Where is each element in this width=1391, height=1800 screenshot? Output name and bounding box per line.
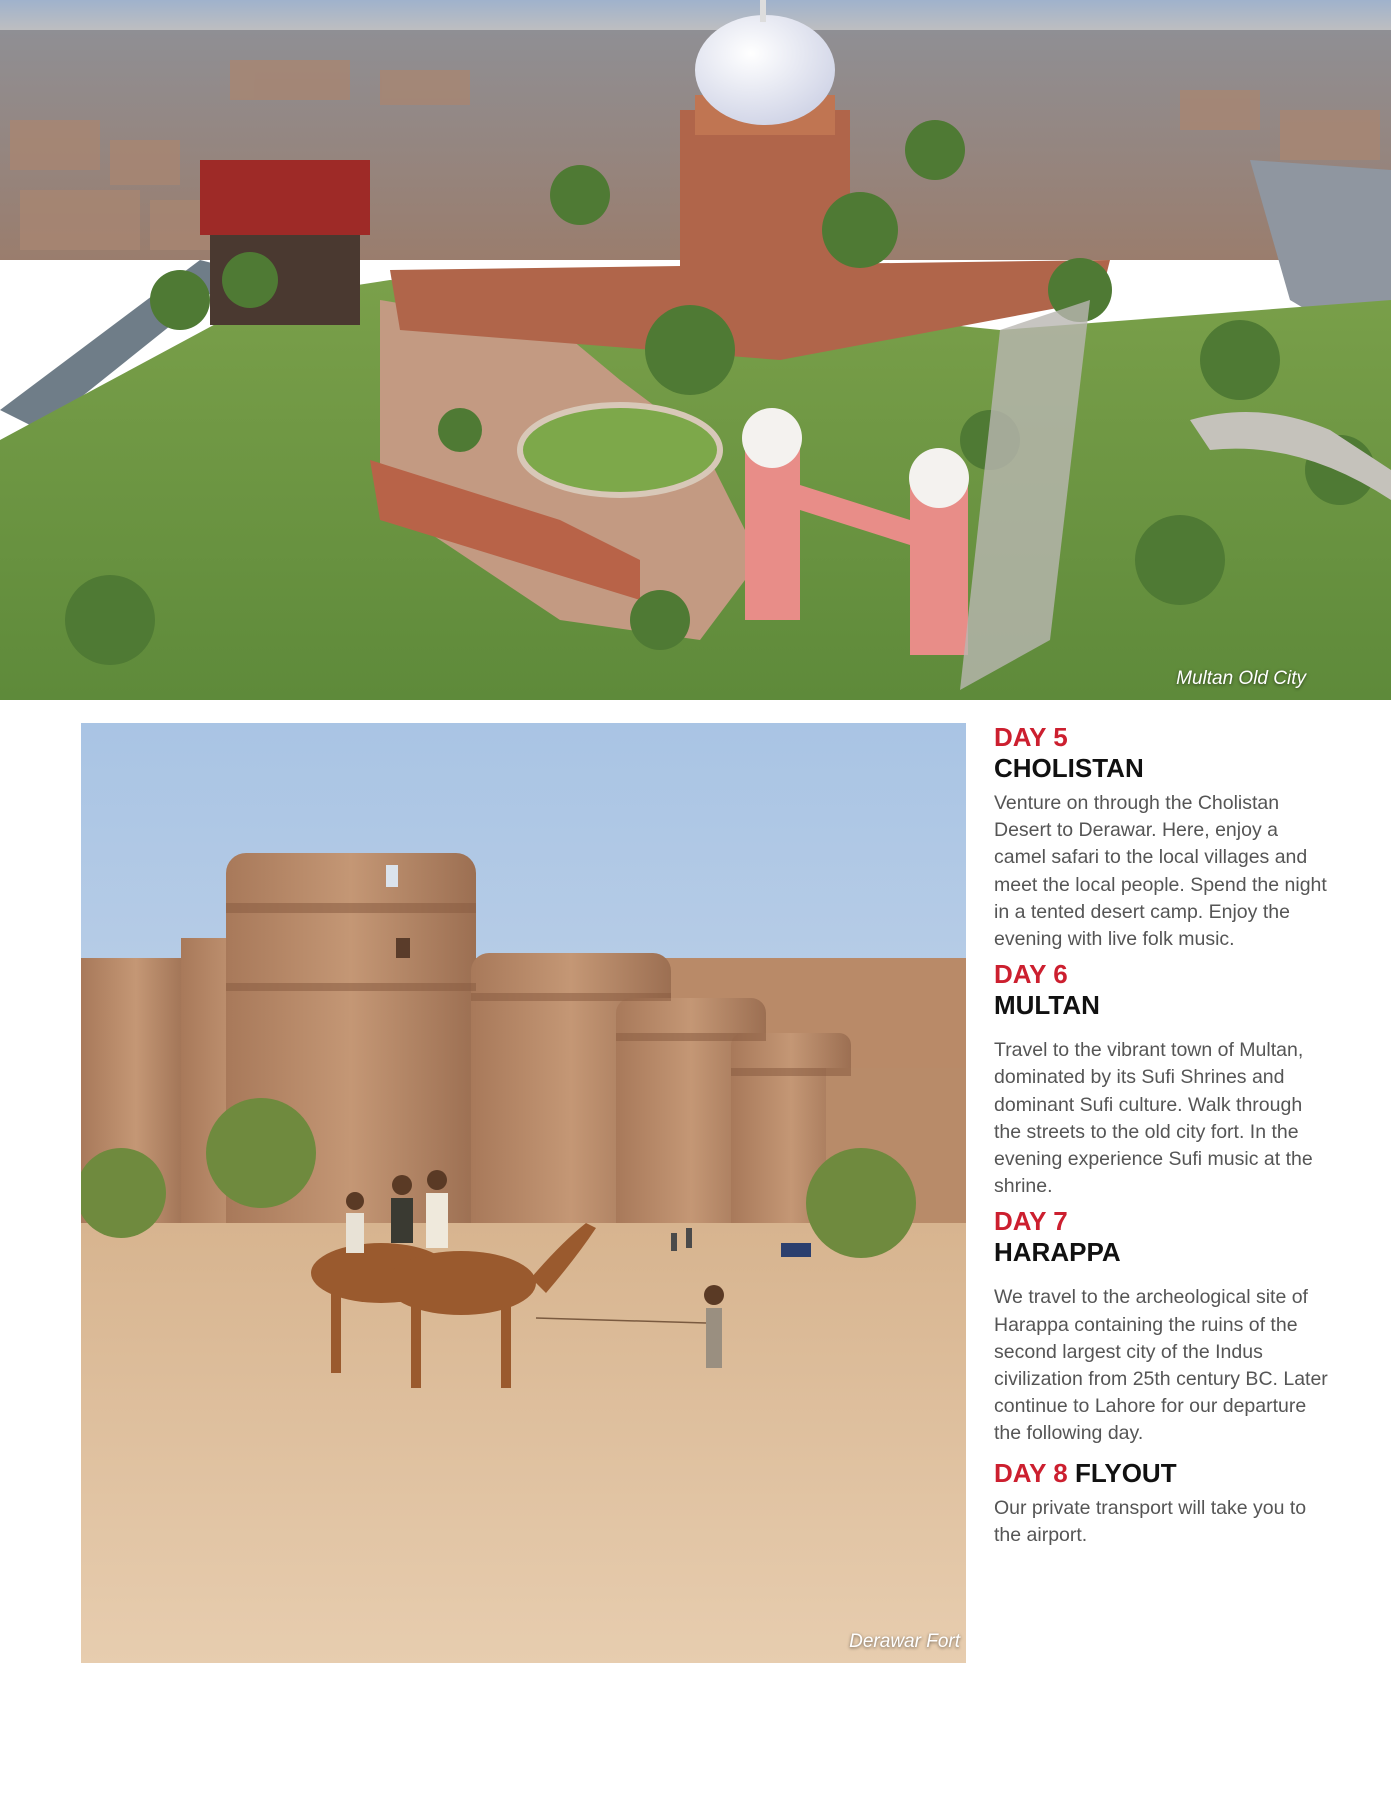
fort-photo-caption: Derawar Fort (849, 1631, 960, 1652)
day-description: Travel to the vibrant town of Multan, dominated by its Sufi Shrines and dominant Sufi culture. Walk through the streets to the old city fort. In the evening experience Sufi music at the shrine. (994, 1039, 1313, 1198)
day-title: FLYOUT (1074, 1457, 1177, 1488)
hero-photo (0, 0, 1391, 700)
day-number: DAY 6 (994, 959, 1068, 990)
day-description: Venture on through the Cholistan Desert to Derawar. Here, enjoy a camel safari to the local villages and meet the local people. Spend the night in a tented desert camp. Enjoy the evening with live folk music. (994, 792, 1327, 951)
day-description: Our private transport will take you to the airport. (994, 1496, 1307, 1546)
day-description: We travel to the archeological site of Harappa containing the ruins of the second largest city of the Indus civilization from 25th century BC. Later continue to Lahore for our departure the following day. (994, 1286, 1328, 1445)
day-title: HARAPPA (994, 1237, 1121, 1268)
day-8 (994, 1458, 1334, 1549)
fort-photo (81, 723, 966, 1663)
day-title: CHOLISTAN (994, 753, 1144, 783)
multan-shrine-illustration (0, 0, 1391, 700)
day-6 (994, 959, 1334, 1200)
day-number: DAY 8 (994, 1457, 1068, 1488)
derawar-fort-illustration (81, 723, 966, 1663)
day-number: DAY 5 (994, 722, 1068, 752)
itinerary (994, 722, 1334, 1555)
day-number: DAY 7 (994, 1206, 1068, 1237)
day-title: MULTAN (994, 990, 1100, 1021)
day-7 (994, 1206, 1334, 1447)
hero-photo-caption: Multan Old City (1176, 668, 1306, 689)
day-5 (994, 722, 1334, 953)
